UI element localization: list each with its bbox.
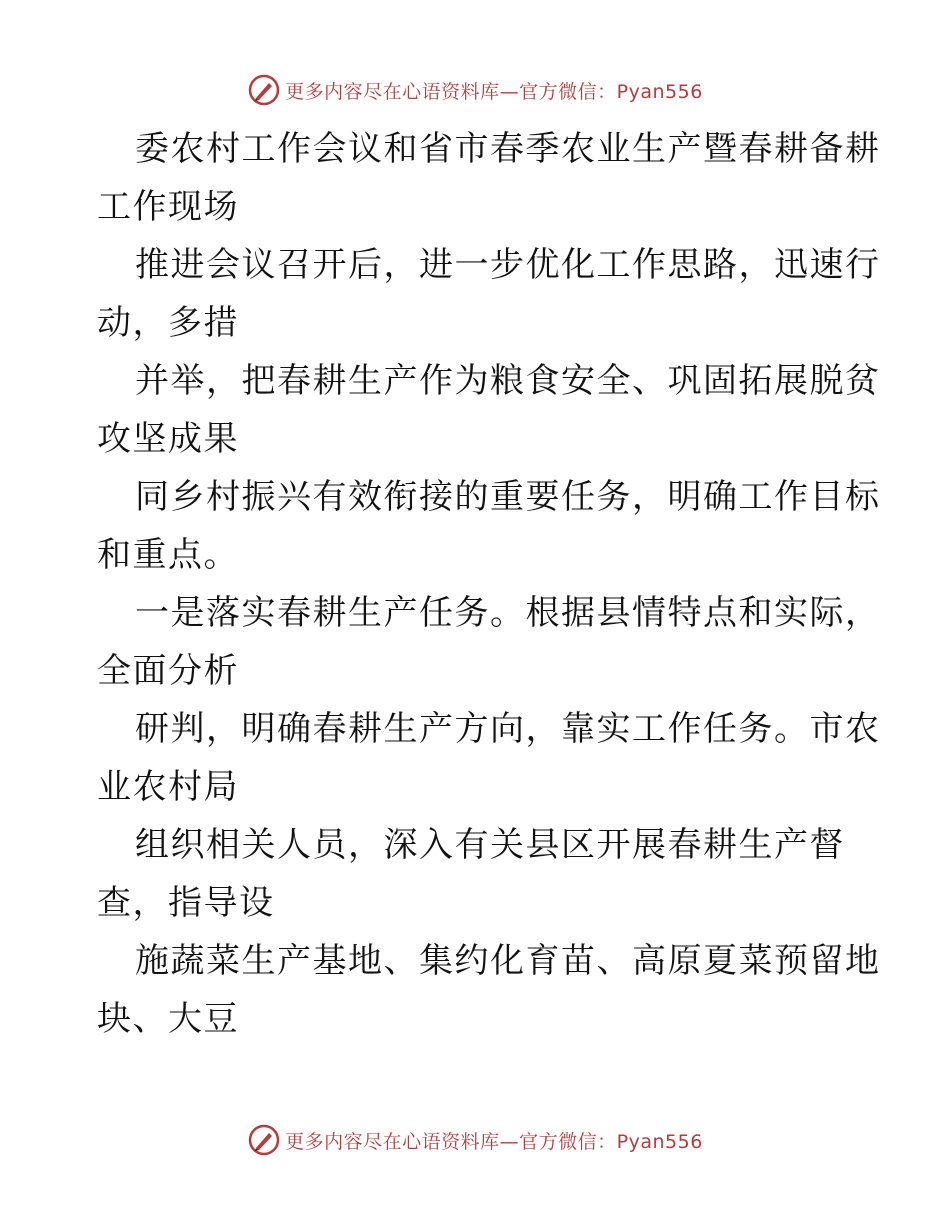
- text-line: 组织相关人员，深入有关县区开展春耕生产督: [135, 825, 845, 865]
- text-line: 块、大豆: [97, 999, 239, 1039]
- text-line: 施蔬菜生产基地、集约化育苗、高原夏菜预留地: [135, 941, 881, 981]
- pen-logo-icon: [247, 73, 281, 107]
- text-line: 动，多措: [97, 303, 239, 343]
- text-line: 全面分析: [97, 651, 239, 691]
- pen-logo-icon: [247, 1123, 281, 1157]
- footer-banner: [0, 1120, 950, 1160]
- footer-banner-text: 更多内容尽在心语资料库—官方微信：Pyan556: [285, 1130, 703, 1153]
- header-banner: [0, 70, 950, 110]
- text-line: 同乡村振兴有效衔接的重要任务，明确工作目标: [135, 477, 881, 517]
- text-line: 一是落实春耕生产任务。根据县情特点和实际，: [135, 593, 881, 633]
- text-line: 业农村局: [97, 767, 239, 807]
- text-line: 攻坚成果: [97, 419, 239, 459]
- text-line: 和重点。: [97, 535, 239, 575]
- header-banner-text: 更多内容尽在心语资料库—官方微信：Pyan556: [285, 80, 703, 103]
- text-line: 查，指导设: [97, 883, 275, 923]
- text-line: 并举，把春耕生产作为粮食安全、巩固拓展脱贫: [135, 361, 881, 401]
- text-line: 推进会议召开后，进一步优化工作思路，迅速行: [135, 245, 881, 285]
- text-line: 研判，明确春耕生产方向，靠实工作任务。市农: [135, 709, 881, 749]
- text-line: 委农村工作会议和省市春季农业生产暨春耕备耕: [135, 129, 881, 169]
- document-body: [97, 120, 881, 1048]
- text-line: 工作现场: [97, 187, 239, 227]
